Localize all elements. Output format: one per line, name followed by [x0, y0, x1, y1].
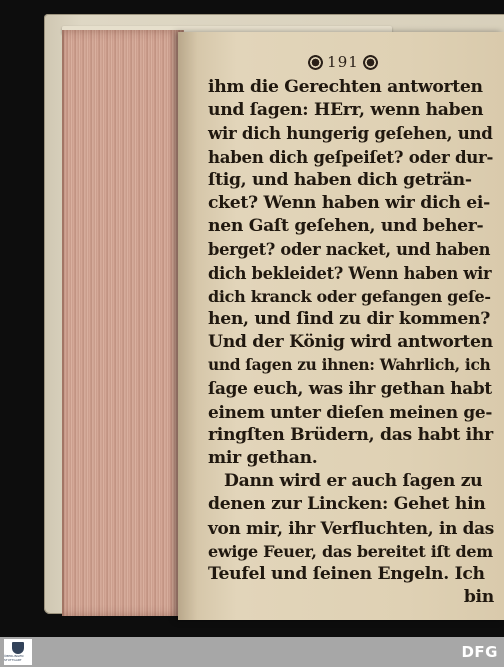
ornament-left-icon: [308, 55, 323, 70]
library-emblem-icon: [12, 642, 24, 654]
text-line: cket? Wenn haben wir dich ei-: [208, 192, 490, 213]
text-line: Und der König wird antworten: [208, 332, 493, 353]
dfg-logo: DFG: [461, 643, 498, 661]
ornament-right-icon: [363, 55, 378, 70]
text-line: wir dich hungerig geſehen, und: [208, 123, 493, 144]
text-line: Dann wird er auch ſagen zu: [224, 471, 483, 492]
book-page: [178, 32, 504, 620]
text-line: hen, und ſind zu dir kommen?: [208, 308, 490, 329]
catchword: bin: [463, 587, 494, 608]
library-logo: [4, 639, 32, 665]
text-line: ſage euch, was ihr gethan habt: [208, 378, 492, 399]
text-line: einem unter dieſen meinen ge-: [208, 401, 493, 422]
page-number: 191: [327, 53, 359, 71]
text-line: nen Gaſt geſehen, und beher-: [208, 216, 484, 237]
red-page-edges: [62, 30, 184, 616]
text-line: haben dich geſpeiſet? oder dur-: [208, 146, 494, 167]
text-line: dich kranck oder gefangen geſe-: [208, 286, 491, 306]
text-line: mir gethan.: [208, 448, 318, 468]
text-line: berget? oder nacket, und haben: [208, 240, 491, 260]
text-line: denen zur Lincken: Gehet hin: [208, 494, 486, 515]
text-line: und ſagen zu ihnen: Wahrlich, ich: [208, 356, 491, 375]
text-line: Teufel und ſeinen Engeln. Ich: [208, 563, 485, 584]
text-line: ſtig, und haben dich geträn-: [208, 169, 472, 190]
text-line: ewige Feuer, das bereitet iſt dem: [208, 541, 493, 561]
text-line: ihm die Gerechten antworten: [208, 77, 483, 97]
page-header: [298, 52, 388, 72]
text-line: von mir, ihr Verfluchten, in das: [208, 517, 494, 538]
page-text: [208, 76, 494, 609]
text-line: dich bekleidet? Wenn haben wir: [208, 263, 492, 283]
text-line: und ſagen: HErr, wenn haben: [208, 100, 484, 121]
viewer-footer-bar: [0, 637, 504, 667]
library-logo-text: ÜBERLINGEN STUTTGART: [4, 654, 24, 662]
text-line: ringſten Brüdern, das habt ihr: [208, 424, 493, 445]
